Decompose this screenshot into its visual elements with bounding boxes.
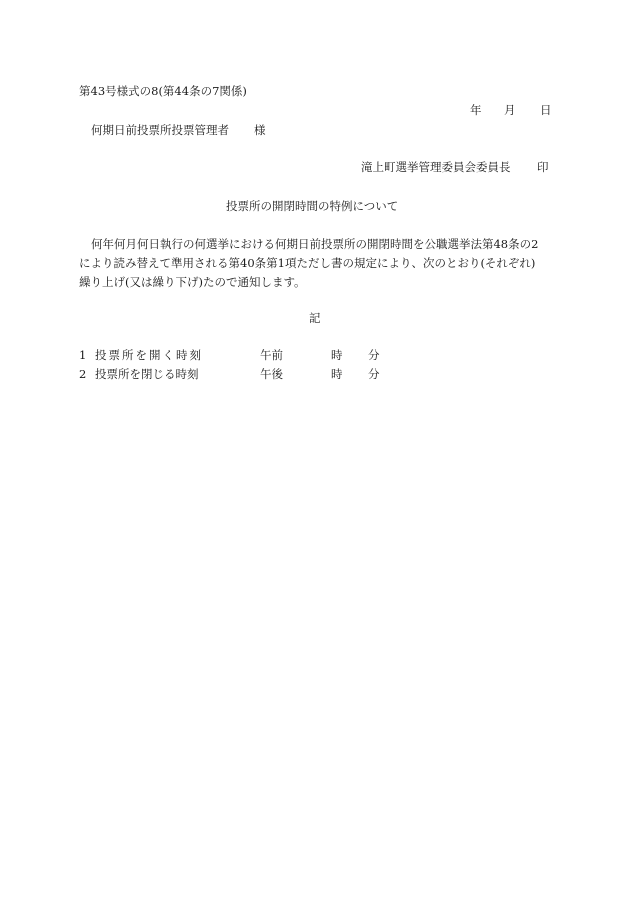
addressee-title: 何期日前投票所投票管理者 — [91, 123, 229, 137]
date-line — [470, 103, 552, 117]
list-item — [0, 350, 630, 364]
item-minute-label: 分 — [368, 367, 380, 381]
body-text-line-2: により読み替えて準用される第40条第1項ただし書の規定により、次のとおり(それぞれ) — [79, 256, 536, 270]
sender-seal: 印 — [537, 160, 549, 174]
date-year-label: 年 — [470, 103, 482, 117]
item-hour-label: 時 — [331, 367, 343, 381]
item-period: 午後 — [260, 367, 283, 381]
date-month-label: 月 — [504, 103, 516, 117]
body-text-line-3: 繰り上げ(又は繰り下げ)たので通知します。 — [79, 275, 306, 289]
addressee — [91, 123, 266, 137]
item-number: 1 — [79, 348, 87, 362]
ki-heading: 記 — [309, 311, 321, 325]
sender-name: 滝上町選挙管理委員会委員長 — [361, 160, 511, 174]
item-label: 投票所を開く時刻 — [95, 348, 203, 362]
body-text-line-1: 何年何月何日執行の何選挙における何期日前投票所の開閉時間を公職選挙法第48条の2 — [91, 237, 539, 251]
date-day-label: 日 — [540, 103, 552, 117]
item-minute-label: 分 — [368, 348, 380, 362]
list-item — [0, 369, 630, 383]
item-period: 午前 — [260, 348, 283, 362]
item-label: 投票所を閉じる時刻 — [95, 367, 199, 381]
addressee-honorific: 様 — [254, 123, 266, 137]
item-number: 2 — [79, 367, 87, 381]
item-hour-label: 時 — [331, 348, 343, 362]
subject-title: 投票所の開閉時間の特例について — [226, 199, 399, 213]
form-number: 第43号様式の8(第44条の7関係) — [79, 84, 247, 98]
sender — [361, 160, 549, 174]
